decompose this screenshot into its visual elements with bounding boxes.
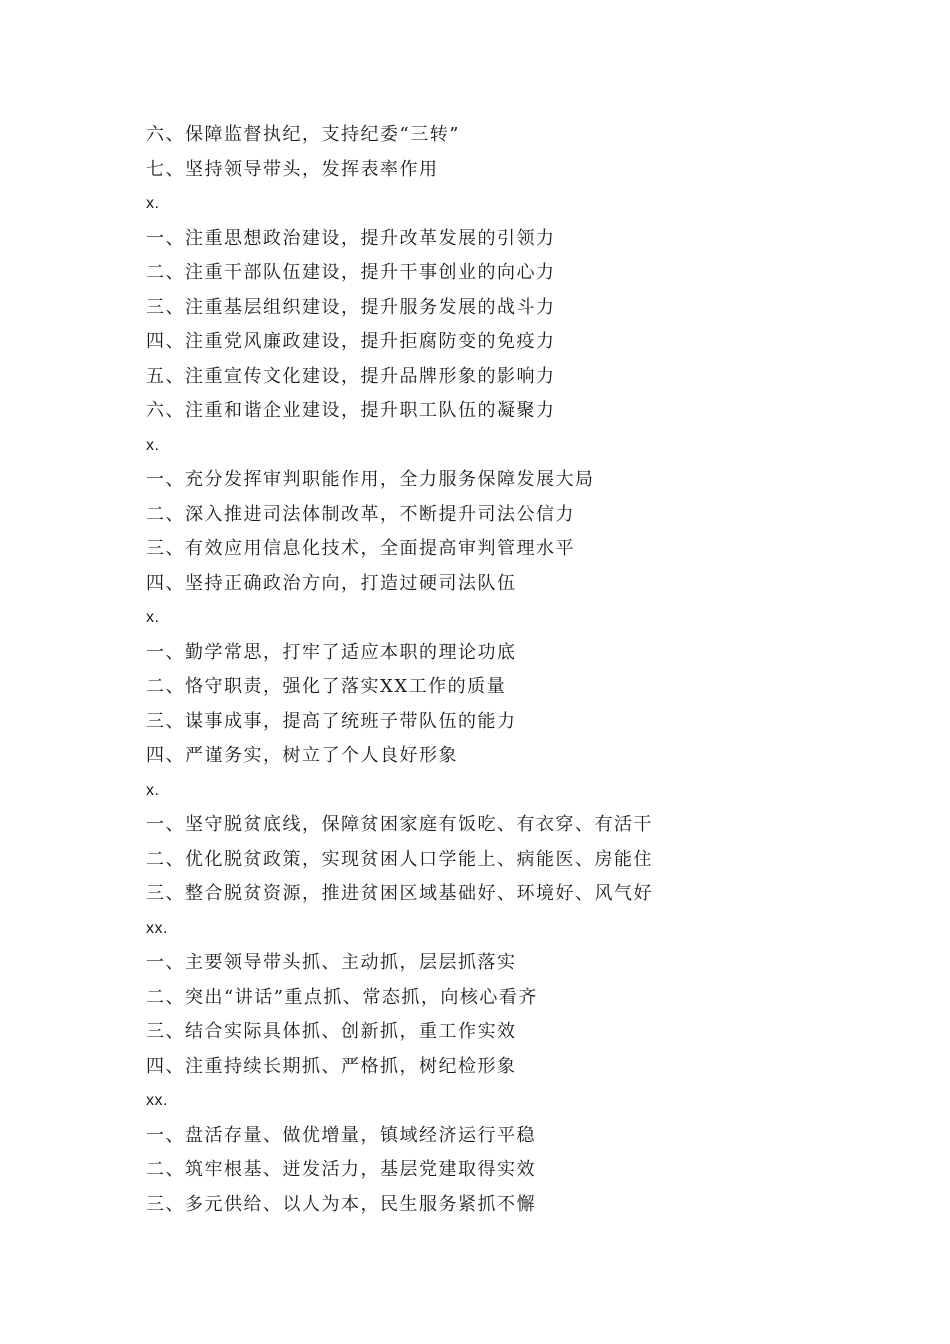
text-line: 四、注重持续长期抓、严格抓，树纪检形象 (146, 1055, 517, 1077)
text-line: 三、注重基层组织建设，提升服务发展的战斗力 (146, 296, 556, 318)
section-marker: x. (146, 609, 160, 626)
text-line: 二、注重干部队伍建设，提升干事创业的向心力 (146, 262, 556, 283)
text-line: 一、盘活存量、做优增量，镇域经济运行平稳 (146, 1124, 536, 1146)
text-line: 四、注重党风廉政建设，提升拒腐防变的免疫力 (146, 331, 556, 352)
text-line: 三、有效应用信息化技术，全面提高审判管理水平 (146, 538, 575, 559)
text-line: 二、深入推进司法体制改革，不断提升司法公信力 (146, 503, 575, 525)
text-line: 四、严谨务实，树立了个人良好形象 (146, 745, 458, 766)
section-marker: x. (146, 436, 160, 454)
text-line: 二、突出“讲话”重点抓、常态抓，向核心看齐 (146, 986, 538, 1008)
text-line: 二、优化脱贫政策，实现贫困人口学能上、病能医、房能住 (146, 848, 653, 870)
text-line: 五、注重宣传文化建设，提升品牌形象的影响力 (146, 365, 556, 387)
text-line: 一、注重思想政治建设，提升改革发展的引领力 (146, 227, 556, 249)
text-line: 六、注重和谐企业建设，提升职工队伍的凝聚力 (146, 400, 556, 421)
text-line: 六、保障监督执纪，支持纪委“三转” (146, 124, 460, 145)
text-line: 二、恪守职责，强化了落实XX工作的质量 (146, 676, 507, 697)
text-line: 一、坚守脱贫底线，保障贫困家庭有饭吃、有衣穿、有活干 (146, 814, 653, 835)
text-line: 四、坚持正确政治方向，打造过硬司法队伍 (146, 572, 517, 594)
text-line: 二、筑牢根基、迸发活力，基层党建取得实效 (146, 1159, 536, 1180)
text-line: 三、谋事成事，提高了统班子带队伍的能力 (146, 710, 517, 732)
section-marker: x. (146, 781, 160, 799)
text-line: 一、充分发挥审判职能作用，全力服务保障发展大局 (146, 469, 595, 490)
text-line: 一、主要领导带头抓、主动抓，层层抓落实 (146, 952, 517, 973)
text-line: 一、勤学常思，打牢了适应本职的理论功底 (146, 641, 517, 663)
section-marker: xx. (146, 919, 168, 937)
text-line: 三、结合实际具体抓、创新抓，重工作实效 (146, 1021, 517, 1042)
text-line: 三、整合脱贫资源，推进贫困区域基础好、环境好、风气好 (146, 883, 653, 904)
text-line: 七、坚持领导带头，发挥表率作用 (146, 158, 439, 180)
section-marker: xx. (146, 1092, 168, 1109)
document-body (146, 118, 653, 1222)
section-marker: x. (146, 195, 160, 212)
text-line: 三、多元供给、以人为本，民生服务紧抓不懈 (146, 1193, 536, 1215)
